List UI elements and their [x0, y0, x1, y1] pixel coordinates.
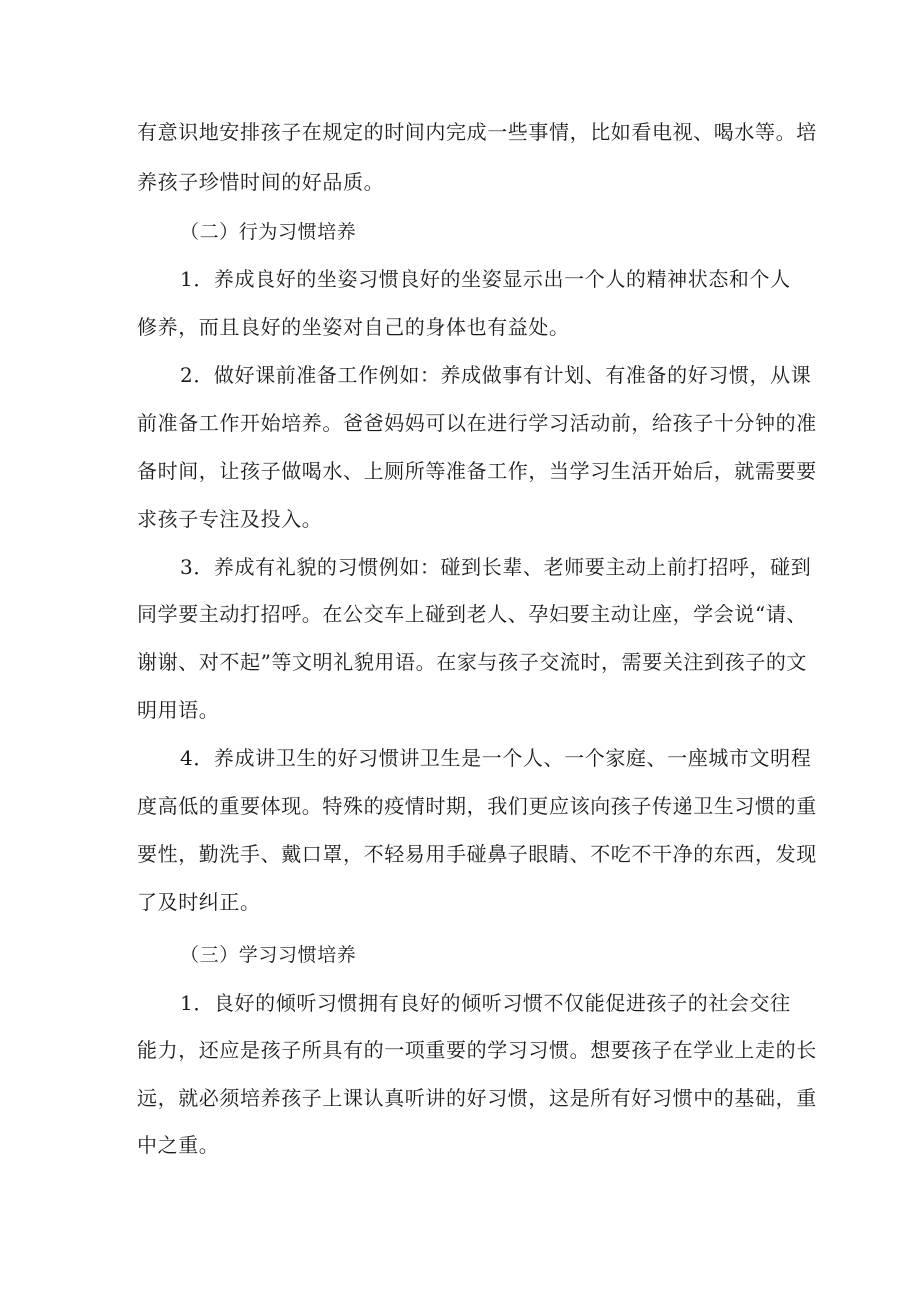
text-line: 了及时纠正。 [137, 890, 261, 914]
section-heading: （三）学习习惯培养 [180, 944, 357, 966]
text-line: 同学要主动打招呼。在公交车上碰到老人、孕妇要主动让座，学会说“请、 [137, 602, 808, 626]
text-line: 2．做好课前准备工作例如：养成做事有计划、有准备的好习惯，从课 [180, 363, 812, 387]
text-line: 4．养成讲卫生的好习惯讲卫生是一个人、一个家庭、一座城市文明程 [180, 746, 812, 770]
text-line: 要性，勤洗手、戴口罩，不轻易用手碰鼻子眼睛、不吃不干净的东西，发现 [137, 842, 817, 866]
text-line: 谢谢、对不起”等文明礼貌用语。在家与孩子交流时，需要关注到孩子的文 [137, 650, 808, 674]
text-line: 度高低的重要体现。特殊的疫情时期，我们更应该向孩子传递卫生习惯的重 [137, 794, 817, 818]
text-line: 中之重。 [137, 1133, 220, 1157]
text-line: 远，就必须培养孩子上课认真听讲的好习惯，这是所有好习惯中的基础，重 [137, 1086, 817, 1110]
text-line: 养孩子珍惜时间的好品质。 [137, 170, 385, 194]
text-line: 前准备工作开始培养。爸爸妈妈可以在进行学习活动前，给孩子十分钟的准 [137, 411, 817, 435]
section-heading: （二）行为习惯培养 [180, 221, 357, 243]
text-line: 求孩子专注及投入。 [137, 507, 323, 531]
text-line: 1．养成良好的坐姿习惯良好的坐姿显示出一个人的精神状态和个人 [180, 267, 791, 291]
text-line: 有意识地安排孩子在规定的时间内完成一些事情，比如看电视、喝水等。培 [137, 120, 817, 144]
text-line: 1．良好的倾听习惯拥有良好的倾听习惯不仅能促进孩子的社会交往 [180, 991, 791, 1015]
text-line: 修养，而且良好的坐姿对自己的身体也有益处。 [137, 315, 570, 339]
text-line: 明用语。 [137, 698, 220, 722]
text-line: 备时间，让孩子做喝水、上厕所等准备工作，当学习生活开始后，就需要要 [137, 459, 817, 483]
text-line: 3．养成有礼貌的习惯例如：碰到长辈、老师要主动上前打招呼，碰到 [180, 555, 812, 579]
text-line: 能力，还应是孩子所具有的一项重要的学习习惯。想要孩子在学业上走的长 [137, 1038, 817, 1062]
